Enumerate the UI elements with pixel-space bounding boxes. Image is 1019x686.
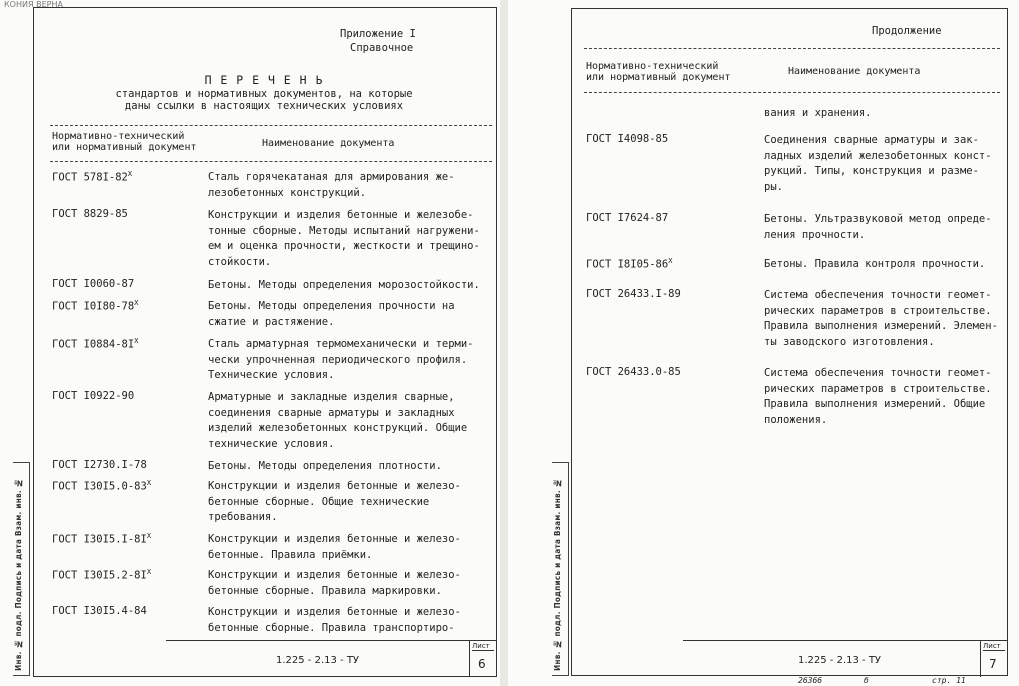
copy-stamp-mark: КОНИЯ ВЕРНА [4,0,63,9]
stamp-column-text: Инв. № подл. Подпись и дата Взам. инв. № [14,478,23,671]
sheet-label: Лист [472,642,494,651]
standard-code-text: ГОСТ I30I5.0-83 [52,480,147,493]
document-title: Бетоны. Правила контроля прочности. [764,258,986,270]
document-title: Система обеспечения точности геомет- рических параметров в строительстве. Правила выполнения измерений. Элемен- ты заводского изготовления. [764,289,998,348]
document-title: Сталь горячекатаная для армирования же- лезобетонных конструкций. [208,171,455,199]
page-gutter [500,0,508,686]
sheet-number: 6 [478,657,486,671]
standard-code-text: ГОСТ I8I05-86 [586,258,669,271]
appendix-type: Справочное [350,42,414,54]
document-title: Бетоны. Методы определения плотности. [208,460,442,472]
document-title: Бетоны. Методы определения прочности на сжатие и растяжение. [208,300,455,328]
standard-code-text: ГОСТ I30I5.2-8I [52,569,147,582]
sheet-box [980,641,1007,677]
standard-code-text: ГОСТ I0884-8I [52,338,135,351]
bottom-note-b: б [864,676,869,685]
amendment-mark: Х [127,170,133,178]
standard-code [52,208,128,220]
standard-code-text: ГОСТ I2730.I-78 [52,459,147,471]
doc-code: 1.225 - 2.13 - ТУ [798,655,882,666]
document-title: Конструкции и изделия бетонные и железобе- тонные сборные. Методы испытаний нагружени- ем и оценка прочности, жесткости и трещино- стойкости. [208,209,480,268]
bottom-note-c: стр. 11 [932,676,966,685]
standard-code [52,337,138,351]
standard-code [586,257,672,271]
standard-code-text: ГОСТ 8829-85 [52,208,128,220]
header-bottom-rule [584,92,1000,93]
amendment-mark: Х [146,479,152,487]
document-title: Конструкции и изделия бетонные и железо- бетонные. Правила приёмки. [208,533,461,561]
standard-code-text: ГОСТ I0I80-78 [52,300,135,313]
right-title-block [683,640,1007,677]
document-title: Конструкции и изделия бетонные и железо- бетонные сборные. Общие технические требования. [208,480,461,523]
document-title: Конструкции и изделия бетонные и железо- бетонные сборные. Правила транспортиро- [208,606,461,634]
col-header-doc-1: Нормативно-технический [52,131,185,142]
standard-code-text: ГОСТ I30I5.4-84 [52,605,147,617]
standard-code [52,605,147,617]
standard-code-text: ГОСТ 26433.0-85 [586,366,681,378]
header-bottom-rule [50,161,492,162]
amendment-mark: Х [668,257,673,265]
standard-code [586,288,681,300]
document-title: Бетоны. Методы определения морозостойкости. [208,279,480,291]
standard-code [586,133,668,145]
standard-code [52,278,134,290]
standard-code-text: ГОСТ I30I5.I-8I [52,533,147,546]
standard-code [52,568,151,582]
appendix-label: Приложение I [340,28,416,40]
standard-code-text: ГОСТ I7624-87 [586,212,669,224]
carry-over-text: вания и хранения. [764,107,872,119]
sheet-label: Лист [983,642,1005,651]
standard-code [52,459,147,471]
left-stamp-column [13,462,30,676]
document-title: Соединения сварные арматуры и зак- ладных изделий железобетонных конст- рукций. Типы, конструкция и разме- ры. [764,134,992,193]
standard-code-text: ГОСТ 26433.I-89 [586,288,681,300]
standard-code [52,170,132,184]
list-subheading-1: стандартов и нормативных документов, на которые [115,88,413,100]
standard-code [52,390,134,402]
amendment-mark: Х [146,568,152,576]
amendment-mark: Х [134,337,139,345]
list-subheading-2: даны ссылки в настоящих технических условиях [124,100,404,112]
standard-code [586,212,668,224]
document-title: Арматурные и закладные изделия сварные, соединения сварные арматуры и закладных изделий железобетонных конструкций. Общие технические условия. [208,391,468,450]
standard-code-text: ГОСТ 578I-82 [52,171,128,184]
sheet-number: 7 [989,657,997,671]
col-header-doc-2: или нормативный документ [586,72,731,83]
col-header-doc-2: или нормативный документ [52,142,197,153]
col-header-doc-1: Нормативно-технический [586,61,719,72]
document-title: Конструкции и изделия бетонные и железо- бетонные сборные. Правила маркировки. [208,569,461,597]
col-header-name: Наименование документа [262,138,395,149]
standard-code [52,532,151,546]
document-title: Бетоны. Ультразвуковой метод опреде- ления прочности. [764,213,992,241]
amendment-mark: Х [134,299,139,307]
doc-code: 1.225 - 2.13 - ТУ [276,655,360,666]
standard-code-text: ГОСТ I4098-85 [586,133,669,145]
list-heading: П Е Р Е Ч Е Н Ь [204,73,324,87]
right-stamp-column [552,462,569,676]
document-title: Сталь арматурная термомеханически и терми- чески упрочненная периодического профиля. Технические условия. [208,338,474,381]
standard-code [586,366,681,378]
amendment-mark: Х [146,532,152,540]
standard-code-text: ГОСТ I0060-87 [52,278,135,290]
header-top-rule [50,125,492,126]
bottom-note-a: 26366 [798,676,823,685]
document-title: Система обеспечения точности геомет- рических параметров в строительстве. Правила выполнения измерений. Общие положения. [764,367,992,426]
header-top-rule [584,48,1000,49]
sheet-box [469,641,496,677]
left-title-block [166,640,496,677]
right-page [508,0,1019,686]
stamp-column-text: Инв. № подл. Подпись и дата Взам. инв. № [553,478,562,671]
col-header-name: Наименование документа [788,66,921,77]
standard-code [52,299,138,313]
left-page [0,0,500,686]
continued-label: Продолжение [872,25,942,37]
standard-code [52,479,151,493]
standard-code-text: ГОСТ I0922-90 [52,390,135,402]
